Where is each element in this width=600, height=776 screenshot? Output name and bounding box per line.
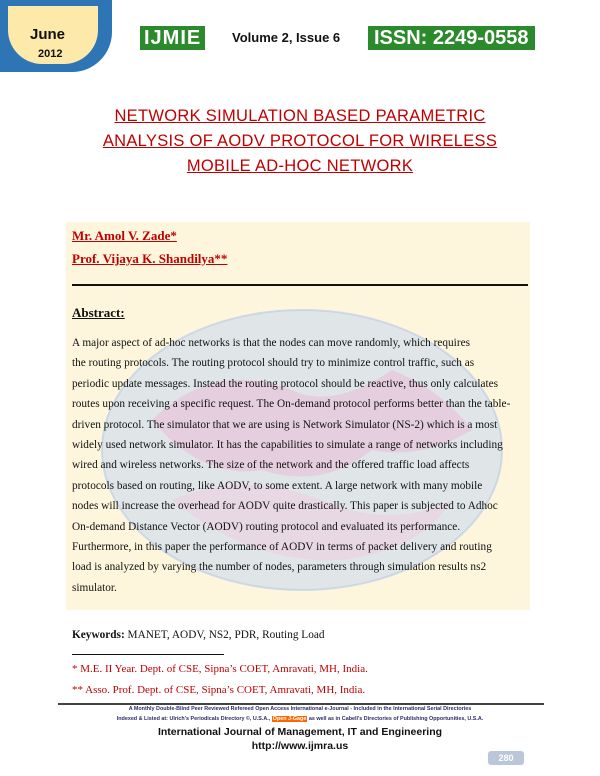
footer-indexing-c: as well as in Cabell's Directories of Publishing Opportunities, U.S.A. (308, 716, 484, 722)
abstract-line: routes upon receiving a specific request. The On-demand protocol performs better than the table- (72, 398, 511, 411)
journal-name: International Journal of Management, IT and Engineering (157, 726, 443, 738)
separator-rule (72, 284, 528, 286)
title-line: ANALYSIS OF AODV PROTOCOL FOR WIRELESS (102, 132, 498, 150)
footer-indexing-a: Indexed & Listed at: Ulrich's Periodicals Directory ©, U.S.A., (116, 716, 271, 722)
issue-year: 2012 (38, 48, 63, 60)
abstract-line: widely used network simulator. It has the capabilities to simulate a range of networks including (72, 439, 503, 452)
open-jgage-link[interactable]: Open J-Gage (272, 716, 307, 722)
footnote-1: * M.E. II Year. Dept. of CSE, Sipna’s COET, Amravati, MH, India. (72, 663, 368, 675)
abstract-line: the routing protocols. The routing protocol should try to minimize control traffic, such as (72, 357, 475, 370)
keywords-text: MANET, AODV, NS2, PDR, Routing Load (124, 629, 325, 641)
footer-description: A Monthly Double-Blind Peer Reviewed Refereed Open Access International e-Journal - Included in the International Serial Directories (128, 706, 472, 712)
title-line: NETWORK SIMULATION BASED PARAMETRIC (114, 107, 486, 125)
abstract-line: driven protocol. The simulator that we are using is Network Simulator (NS-2) which is a most (72, 418, 498, 431)
abstract-line: periodic update messages. Instead the routing protocol should be reactive, thus only calculates (72, 377, 499, 390)
abstract-line: Furthermore, in this paper the performance of AODV in terms of packet delivery and routing (72, 541, 492, 554)
footer-rule (58, 703, 544, 705)
abstract-line: wired and wireless networks. The size of the network and the offered traffic load affects (72, 459, 470, 472)
footer-indexing (60, 716, 540, 722)
journal-url-link[interactable]: http://www.ijmra.us (251, 740, 349, 752)
abstract-line: load is analyzed by varying the number of nodes, parameters through simulation results ns2 (72, 561, 487, 574)
author-1: Mr. Amol V. Zade* (72, 228, 177, 243)
abstract-heading: Abstract: (72, 305, 125, 320)
author-2: Prof. Vijaya K. Shandilya** (72, 251, 228, 266)
date-badge (0, 0, 112, 72)
footnote-rule (72, 654, 224, 655)
abstract-line: nodes will increase the overhead for AODV quite drastically. This paper is subjected to Adhoc (72, 500, 498, 513)
abstract-body (72, 333, 528, 598)
abstract-line: simulator. (72, 581, 117, 594)
abstract-line: protocols based on routing, like AODV, to some extent. A large network with many mobile (72, 479, 483, 492)
page-number: 280 (488, 751, 524, 765)
paper-title (60, 104, 540, 179)
journal-logo: IJMIE (140, 26, 205, 50)
volume-issue: Volume 2, Issue 6 (232, 30, 341, 45)
keywords-label: Keywords: (72, 629, 125, 641)
abstract-line: A major aspect of ad-hoc networks is that the nodes can move randomly, which requires (72, 337, 470, 349)
abstract-line: On-demand Distance Vector (AODV) routing protocol and evaluated its performance. (72, 520, 461, 533)
issn-badge: ISSN: 2249-0558 (368, 26, 535, 50)
footnote-2: ** Asso. Prof. Dept. of CSE, Sipna’s COET, Amravati, MH, India. (72, 684, 366, 696)
keywords (72, 629, 325, 641)
issue-month: June (30, 26, 66, 43)
title-line: MOBILE AD-HOC NETWORK (186, 157, 414, 175)
